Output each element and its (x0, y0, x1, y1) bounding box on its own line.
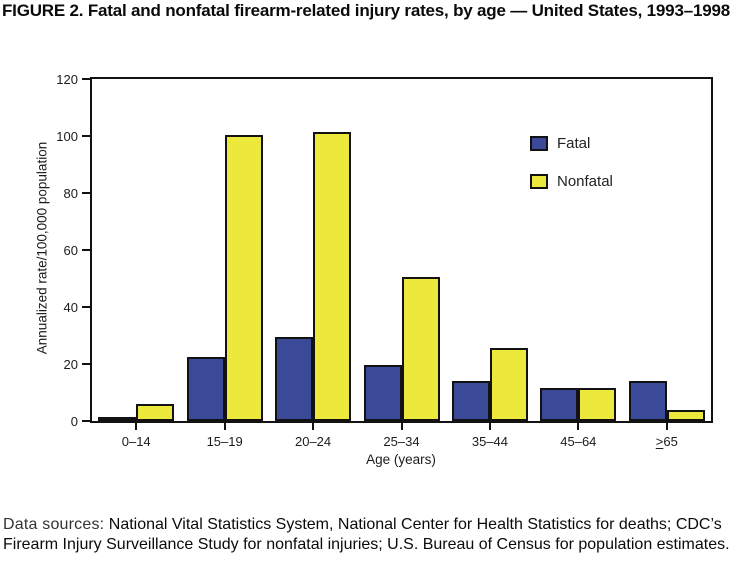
y-tick-80 (82, 192, 90, 194)
bar-nonfatal-4 (490, 348, 528, 421)
y-tick-label-100: 100 (56, 129, 78, 144)
y-tick-label-40: 40 (63, 300, 78, 315)
y-tick-label-60: 60 (63, 243, 78, 258)
x-tick-label-1: 15–19 (206, 434, 243, 449)
y-tick-20 (82, 363, 90, 365)
y-axis-title: Annualized rate/100,000 population (34, 141, 50, 355)
x-tick-label-4: 35–44 (471, 434, 508, 449)
y-tick-100 (82, 135, 90, 137)
bar-nonfatal-5 (578, 388, 616, 421)
legend-item-nonfatal (530, 173, 613, 190)
x-tick-4 (489, 423, 491, 430)
data-sources-label: Data sources: (3, 516, 105, 533)
nonfatal-swatch-icon (530, 174, 548, 189)
bar-fatal-1 (187, 357, 225, 421)
legend (530, 135, 613, 211)
x-tick-0 (135, 423, 137, 430)
x-tick-label-2: 20–24 (294, 434, 332, 449)
y-tick-40 (82, 306, 90, 308)
bar-fatal-0 (98, 417, 136, 421)
bar-nonfatal-1 (225, 135, 263, 421)
legend-label-fatal: Fatal (557, 135, 591, 152)
x-tick-label-5: 45–64 (560, 434, 597, 449)
y-tick-0 (82, 420, 90, 422)
y-tick-60 (82, 249, 90, 251)
x-tick-3 (401, 423, 403, 430)
bar-nonfatal-0 (136, 404, 174, 421)
y-tick-label-120: 120 (56, 72, 78, 87)
x-tick-1 (224, 423, 226, 430)
x-tick-6 (666, 423, 668, 430)
bar-fatal-3 (364, 365, 402, 421)
y-tick-120 (82, 78, 90, 80)
x-tick-label-3: 25–34 (383, 434, 420, 449)
x-tick-label-6: >65 (655, 434, 678, 449)
y-tick-label-20: 20 (63, 357, 78, 372)
bar-fatal-6 (629, 381, 667, 421)
y-tick-label-80: 80 (63, 186, 78, 201)
bar-nonfatal-2 (313, 132, 351, 421)
bar-fatal-5 (540, 388, 578, 421)
x-axis-title: Age (years) (366, 452, 436, 467)
plot-area (56, 72, 713, 449)
y-tick-label-0: 0 (70, 414, 78, 429)
legend-label-nonfatal: Nonfatal (557, 173, 613, 190)
x-tick-label-0: 0–14 (121, 434, 151, 449)
bar-fatal-2 (275, 337, 313, 421)
data-sources-text: National Vital Statistics System, National Center for Health Statistics for deaths; CDC’s Firearm Injury Surveillance Study for nonfatal injuries; U.S. Bureau of Census for population estimates. (3, 516, 730, 553)
x-tick-2 (312, 423, 314, 430)
bar-fatal-4 (452, 381, 490, 421)
x-tick-5 (577, 423, 579, 430)
legend-item-fatal (530, 135, 613, 152)
data-sources-note (3, 515, 747, 555)
bar-nonfatal-3 (402, 277, 440, 421)
bar-nonfatal-6 (667, 410, 705, 421)
fatal-swatch-icon (530, 136, 548, 151)
figure-title: FIGURE 2. Fatal and nonfatal firearm-related injury rates, by age — United States, 1993–1998 (2, 1, 730, 20)
